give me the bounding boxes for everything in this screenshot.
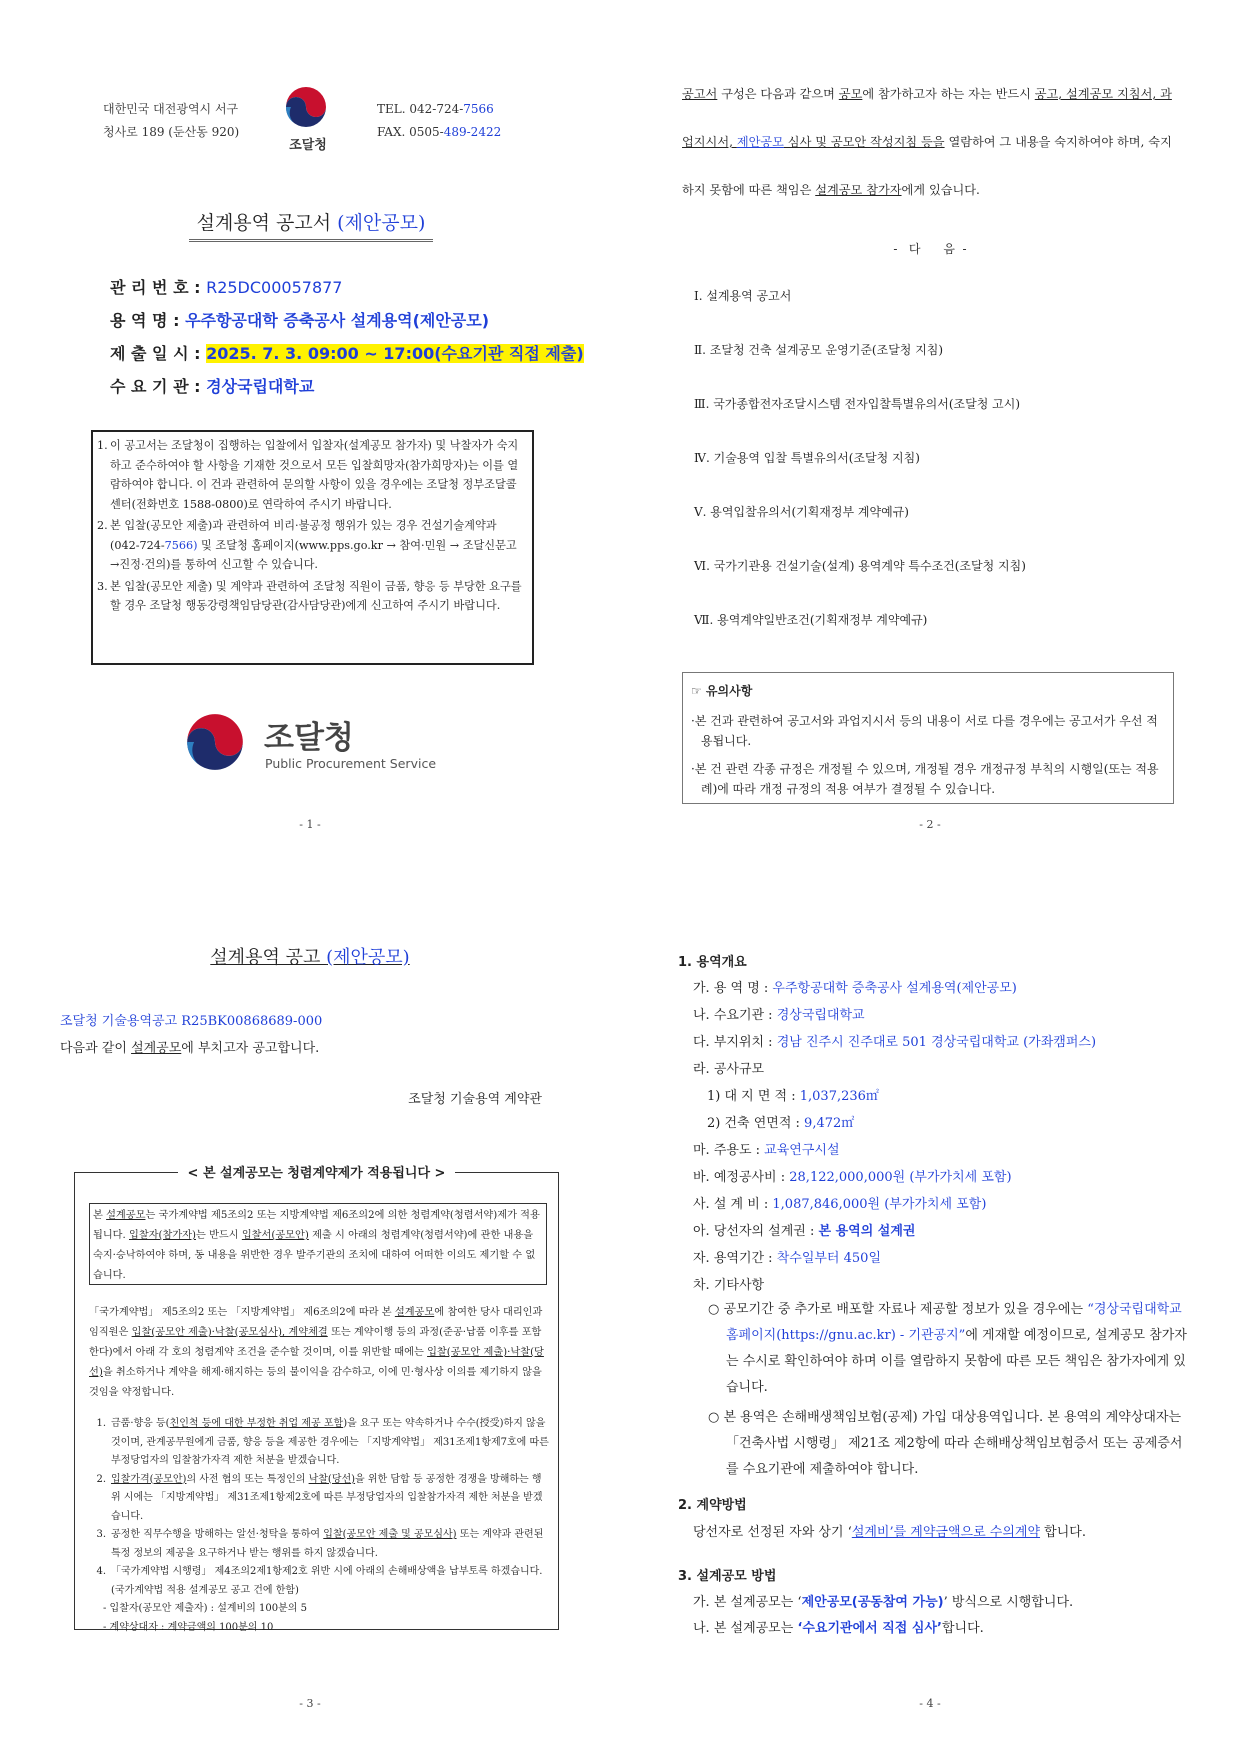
emblem-label: 조달청 xyxy=(289,138,327,153)
agency-contacts xyxy=(377,98,501,144)
fax-suffix: 489-2422 xyxy=(443,125,502,139)
pledge-item-4 xyxy=(89,1563,551,1600)
document-title xyxy=(162,208,460,242)
toc-item: Ⅵ. 국가기관용 건설기술(설계) 용역계약 특수조건(조달청 지침) xyxy=(694,559,1026,573)
ibox-e: 는 반드시 xyxy=(196,1230,242,1241)
notice-item-1 xyxy=(97,436,526,514)
item-text-a: 입찰가격(공모안) xyxy=(111,1473,187,1485)
review-a: 나. 본 설계공모는 xyxy=(693,1621,798,1636)
other-item-2: ○ 본 용역은 손해배생책임보험(공제) 가입 대상용역입니다. 본 용역의 계약상대자는 「건축사법 시행령」 제21조 제2항에 따라 손해배상책임보험증서 또는 공제증서를 수요기관에 제출하여야 합니다. xyxy=(708,1410,1183,1477)
item-text xyxy=(111,1471,551,1527)
review-b: ‘수요기관에서 직접 심사’ xyxy=(797,1621,942,1636)
pps-name: 조달청 xyxy=(264,720,354,756)
row-value: 9,472㎡ xyxy=(804,1116,855,1131)
toc-item: Ⅶ. 용역계약일반조건(기획재정부 계약예규) xyxy=(694,613,928,627)
row-value: 교육연구시설 xyxy=(764,1143,840,1158)
intro-h: 열람하여 그 내용을 숙지하여야 하며, 숙지하지 못함에 따른 책임은 xyxy=(682,135,1172,197)
competition-type-line xyxy=(693,1591,1073,1610)
section-2-heading: 2. 계약방법 xyxy=(678,1498,747,1513)
toc-item: Ⅳ. 기술용역 입찰 특별유의서(조달청 지침) xyxy=(694,451,920,465)
row-service-name xyxy=(110,308,489,331)
row-value: 1,037,236㎡ xyxy=(799,1089,879,1104)
row-label: 가. 용 역 명 : xyxy=(693,981,773,996)
row-value: R25DC00057877 xyxy=(206,278,343,297)
item-text-c: 및 조달청 홈페이지(www.pps.go.kr → 참여·민원 → 조달신문고→진정·건의)를 통하여 신고할 수 있습니다. xyxy=(110,538,517,571)
intro-g: 심사 및 공모안 작성지침 등을 xyxy=(783,135,945,149)
row-value: 경상국립대학교 xyxy=(206,377,315,396)
item-number: 3. xyxy=(97,579,108,593)
item-text-b: 의 사전 협의 또는 특정인의 xyxy=(186,1473,309,1485)
pps-logo xyxy=(180,708,440,778)
toc-item: Ⅰ. 설계용역 공고서 xyxy=(694,289,792,303)
row-label: 2) 건축 연면적 : xyxy=(707,1116,805,1131)
pledge-item-3 xyxy=(89,1526,551,1563)
title-main: 설계용역 공고 xyxy=(210,947,327,968)
row-main-use xyxy=(693,1139,840,1158)
item-number: 2. xyxy=(96,1473,106,1485)
method-a: 당선자로 선정된 자와 상기 ‘ xyxy=(693,1525,852,1540)
page-number: - 2 - xyxy=(919,818,941,831)
intro-a: 다음과 같이 xyxy=(60,1041,132,1056)
tel-prefix: TEL. 042-724- xyxy=(377,102,464,116)
ibox-g: 제출 시 아래의 청렴계약(청렴서약)에 관한 내용을 숙지·승낙하여야 하며, 동 내용을 위반한 경우 발주기관의 조치에 대하여 어떠한 이의도 제기할 수 없습니다. xyxy=(93,1230,536,1281)
title-main: 설계용역 공고서 xyxy=(196,212,338,234)
item-text: 이 공고서는 조달청이 집행하는 입찰에서 입찰자(설계공모 참가자) 및 낙찰자가 숙지하고 준수하여야 할 사항을 기재한 것으로서 모든 입찰희망자(참가희망자)는 이를 열람하여야 합니다. 이 건과 관련하여 문의할 사항이 있을 경우에는 조달청 정부조달콜센터(전화번호 1588-0800)로 연락하여 주시기 바랍니다. xyxy=(110,439,519,511)
item-text: 「국가계약법 시행령」 제4조의2제1항제2호 위반 시에 아래의 손해배상액을 납부토록 하겠습니다.(국가계약법 적용 설계공모 공고 건에 한함) xyxy=(111,1566,543,1596)
pledge-item-1 xyxy=(89,1415,551,1471)
item-text xyxy=(111,1415,551,1471)
row-demand-agency xyxy=(693,1004,865,1023)
caution-item-2: ·본 건 관련 각종 규정은 개정될 수 있으며, 개정될 경우 개정규정 부칙의 시행일(또는 적용례)에 따라 개정 규정의 적용 여부가 결정될 수 있습니다. xyxy=(691,762,1159,796)
ibox-b: 설계공모 xyxy=(106,1210,146,1221)
intro-c: 공모 xyxy=(838,87,863,101)
para-d: 입찰(공모안 제출)·낙찰(공모심사), 계약체결 xyxy=(131,1327,328,1338)
notice-item-3 xyxy=(97,577,526,616)
para-f: 입찰(공모안 제출)·낙찰(당선) xyxy=(89,1347,544,1378)
toc-item: Ⅴ. 용역입찰유의서(기획재정부 계약예규) xyxy=(694,505,909,519)
row-design-fee xyxy=(693,1193,986,1212)
row-label: 마. 주용도 : xyxy=(693,1143,765,1158)
item-number: 2. xyxy=(97,519,108,532)
row-label: 나. 수요기관 : xyxy=(693,1008,777,1023)
para-c: 에 참여한 당사 대리인과 임직원은 xyxy=(89,1307,543,1338)
intro-line xyxy=(60,1037,319,1056)
para-g: 을 취소하거나 계약을 해제·해지하는 등의 불이익을 감수하고, 이에 민·형사상 이의를 제기하지 않을 것임을 약정합니다. xyxy=(89,1367,542,1398)
toc-item: Ⅱ. 조달청 건축 설계공모 운영기준(조달청 지침) xyxy=(694,343,944,357)
row-value: 1,087,846,000원 (부가가치세 포함) xyxy=(772,1197,987,1212)
row-label: 수 요 기 관 : xyxy=(110,377,207,396)
integrity-box-title xyxy=(75,1162,558,1181)
row-value: 본 용역의 설계권 xyxy=(818,1224,916,1239)
type-c: ’ 방식으로 시행합니다. xyxy=(943,1595,1074,1610)
type-a: 가. 본 설계공모는 ‘ xyxy=(693,1595,802,1610)
other-item-1 xyxy=(708,1297,1192,1401)
item-number: 1. xyxy=(97,439,108,452)
row-management-no xyxy=(110,275,342,298)
item-text xyxy=(110,516,526,575)
tel-line xyxy=(377,98,501,121)
intro-d: 에 참가하고자 하는 자는 반드시 xyxy=(862,87,1035,101)
item-text-b: 입찰(공모안 제출 및 공모심사) xyxy=(323,1529,457,1540)
item-text-a: 본 입찰(공모안 제출)과 관련하여 비리·불공정 행위가 있는 경우 건설기술계약과(042-724- xyxy=(110,519,497,552)
other-item-1-a: ○ 공모기간 중 추가로 배포할 자료나 제공할 정보가 있을 경우에는 xyxy=(708,1302,1088,1317)
row-value: 경남 진주시 진주대로 501 경상국립대학교 (가좌캠퍼스) xyxy=(776,1035,1097,1050)
pps-subtitle: Public Procurement Service xyxy=(265,756,437,771)
agency-address xyxy=(103,98,239,144)
pledge-item-2 xyxy=(89,1471,551,1527)
page-number: - 3 - xyxy=(299,1697,321,1710)
row-site-area xyxy=(707,1085,879,1104)
notice-box xyxy=(91,430,534,665)
title-paren: (제안공모) xyxy=(337,212,426,234)
method-b: 설계비’를 계약금액으로 수의계약 xyxy=(851,1525,1041,1540)
row-scale-heading: 라. 공사규모 xyxy=(693,1062,765,1077)
row-other-heading: 차. 기타사항 xyxy=(693,1278,765,1293)
item-text: 본 입찰(공모안 제출) 및 계약과 관련하여 조달청 직원이 금품, 향응 등 부당한 요구를 할 경우 조달청 행동강령책임담당관(감사담당관)에게 신고하여 주시기 바랍니다. xyxy=(110,579,522,612)
row-label: 다. 부지위치 : xyxy=(693,1035,777,1050)
fax-line xyxy=(377,121,501,144)
page-number: - 4 - xyxy=(919,1697,941,1710)
row-value: 우주항공대학 증축공사 설계용역(제안공모) xyxy=(772,981,1017,996)
ibox-c: 는 국가계약법 제5조의2 또는 지방계약법 제6조의2에 의한 청렴계약(청렴서약)제가 적용됩니다. xyxy=(93,1210,540,1241)
item-text-c: 또는 계약과 관련된 특정 정보의 제공을 요구하거나 받는 행위를 하지 않겠습니다. xyxy=(111,1529,544,1559)
ibox-f: 입찰서(공모안) xyxy=(241,1230,309,1241)
item-text-phone: 7566) xyxy=(164,538,198,552)
row-label: 아. 당선자의 설계권 : xyxy=(693,1224,819,1239)
taegeuk-logo-icon xyxy=(180,710,250,774)
intro-f: 제안공모 xyxy=(736,135,784,149)
review-c: 합니다. xyxy=(941,1621,984,1636)
row-floor-area xyxy=(707,1112,854,1131)
other-item-1-c: 에 게재할 예정이므로, 설계공모 참가자는 수시로 확인하여야 하며 이를 열람하지 못함에 따른 모든 책임은 참가자에게 있습니다. xyxy=(726,1328,1187,1395)
item-text-c: )을 요구 또는 약속하거나 수수(授受)하지 않을 것이며, 관계공무원에게 금품, 향응 등을 제공한 경우에는 「지방계약법」 제31조제1항제7호에 따른 부정당업자의 입찰참가자격 제한 처분을 받겠습니다. xyxy=(111,1418,549,1466)
type-b: 제안공모(공동참여 가능) xyxy=(801,1595,944,1610)
intro-b: 구성은 다음과 같으며 xyxy=(717,87,839,101)
integrity-contract-box xyxy=(74,1166,559,1633)
address-line-1: 대한민국 대전광역시 서구 xyxy=(103,102,239,116)
item-text xyxy=(111,1526,551,1563)
fax-prefix: FAX. 0505- xyxy=(377,125,444,139)
penalty-bidder: - 입찰자(공모안 제출자) : 설계비의 100분의 5 xyxy=(103,1603,307,1614)
caution-item-1: ·본 건과 관련하여 공고서와 과업지시서 등의 내용이 서로 다를 경우에는 공고서가 우선 적용됩니다. xyxy=(691,714,1158,748)
section-1-heading: 1. 용역개요 xyxy=(678,955,747,970)
row-site-location xyxy=(693,1031,1096,1050)
item-text-b: 친인척 등에 대한 부정한 취업 제공 포함 xyxy=(169,1418,344,1429)
row-service-name xyxy=(693,977,1017,996)
row-label: 자. 용역기간 : xyxy=(693,1251,777,1266)
penalty-contractor: - 계약상대자 : 계약금액의 100분의 10 xyxy=(103,1621,274,1633)
section-3-heading: 3. 설계공모 방법 xyxy=(678,1569,777,1584)
item-text-a: 공정한 직무수행을 방해하는 알선·청탁을 통하여 xyxy=(111,1529,324,1540)
row-value: 2025. 7. 3. 09:00 ~ 17:00(수요기관 직접 제출) xyxy=(206,344,584,363)
para-a: 「국가계약법」 제5조의2 또는 「지방계약법」 제6조의2에 따라 본 xyxy=(89,1307,395,1318)
row-value: 경상국립대학교 xyxy=(776,1008,865,1023)
signer: 조달청 기술용역 계약관 xyxy=(408,1092,542,1107)
intro-e: 공고, 설계공모 지침서, 과업지시서, xyxy=(682,87,1172,149)
method-c: 합니다. xyxy=(1040,1525,1086,1540)
integrity-intro-box xyxy=(89,1203,547,1285)
row-value: 28,122,000,000원 (부가가치세 포함) xyxy=(789,1170,1012,1185)
caution-box xyxy=(682,672,1174,804)
item-number: 3. xyxy=(96,1529,106,1540)
item-number: 4. xyxy=(96,1566,106,1577)
page-1 xyxy=(0,0,620,876)
caution-title: ☞ 유의사항 xyxy=(691,684,753,698)
toc-item: Ⅲ. 국가종합전자조달시스템 전자입찰특별유의서(조달청 고시) xyxy=(694,397,1020,411)
row-label: 바. 예정공사비 : xyxy=(693,1170,790,1185)
row-label: 관 리 번 호 : xyxy=(110,278,207,297)
address-line-2: 청사로 189 (둔산동 920) xyxy=(103,125,240,139)
next-marker: - 다 음 - xyxy=(893,242,967,256)
p3-title xyxy=(0,943,620,969)
para-b: 설계공모 xyxy=(394,1307,435,1318)
integrity-box-title-text: < 본 설계공모는 청렴계약제가 적용됩니다 > xyxy=(178,1166,456,1181)
item-text-d: 을 위한 담합 등 공정한 경쟁을 방해하는 행위 시에는 「지방계약법」 제31조제1항제2호에 따른 부정당업자의 입찰참가자격 제한 처분을 받겠습니다. xyxy=(111,1473,543,1522)
row-demand-agency xyxy=(110,374,314,397)
intro-i: 설계공모 참가자 xyxy=(815,183,902,197)
pps-emblem xyxy=(281,84,339,154)
para-e: 또는 계약이행 등의 과정(준공·납품 이후를 포함한다)에서 아래 각 호의 청렴계약 조건을 준수할 것이며, 이를 위반할 때에는 xyxy=(89,1327,542,1358)
title-text xyxy=(210,947,409,968)
row-construction-cost xyxy=(693,1166,1012,1185)
taegeuk-logo-icon xyxy=(281,84,331,130)
row-submission-date xyxy=(110,341,584,364)
contract-method-line xyxy=(693,1521,1086,1540)
review-line xyxy=(693,1617,984,1636)
row-design-right xyxy=(693,1220,915,1239)
row-label: 1) 대 지 면 적 : xyxy=(707,1089,800,1104)
title-text xyxy=(189,208,434,242)
row-value: 우주항공대학 증축공사 설계용역(제안공모) xyxy=(185,311,490,330)
other-item-1-link: “경상국립대학교 홈페이지(https://gnu.ac.kr) - 기관공지” xyxy=(726,1302,1182,1343)
intro-c: 에 부치고자 공고합니다. xyxy=(181,1041,320,1056)
intro-a: 공고서 xyxy=(682,87,718,101)
row-label: 제 출 일 시 : xyxy=(110,344,207,363)
row-label: 사. 설 계 비 : xyxy=(693,1197,773,1212)
pledge-list xyxy=(89,1415,551,1637)
notice-item-2 xyxy=(97,516,526,575)
row-service-period xyxy=(693,1247,881,1266)
integrity-pledge-paragraph xyxy=(89,1303,549,1403)
intro-paragraph xyxy=(682,70,1182,214)
page-2 xyxy=(620,0,1240,876)
item-text-c: 낙찰(당선) xyxy=(308,1473,356,1485)
item-text-a: 금품·향응 등( xyxy=(111,1418,170,1429)
title-paren: (제안공모) xyxy=(326,947,410,968)
intro-b: 설계공모 xyxy=(131,1041,182,1056)
page-4 xyxy=(620,877,1240,1753)
tel-suffix: 7566 xyxy=(463,102,494,116)
ibox-d: 입찰자(참가자) xyxy=(129,1230,196,1241)
row-value: 착수일부터 450일 xyxy=(776,1251,881,1266)
ibox-a: 본 xyxy=(93,1210,107,1221)
row-label: 용 역 명 : xyxy=(110,311,186,330)
intro-j: 에게 있습니다. xyxy=(901,183,980,197)
item-number: 1. xyxy=(96,1418,106,1429)
page-number: - 1 - xyxy=(299,818,321,831)
notice-number: 조달청 기술용역공고 R25BK00868689-000 xyxy=(60,1014,323,1029)
